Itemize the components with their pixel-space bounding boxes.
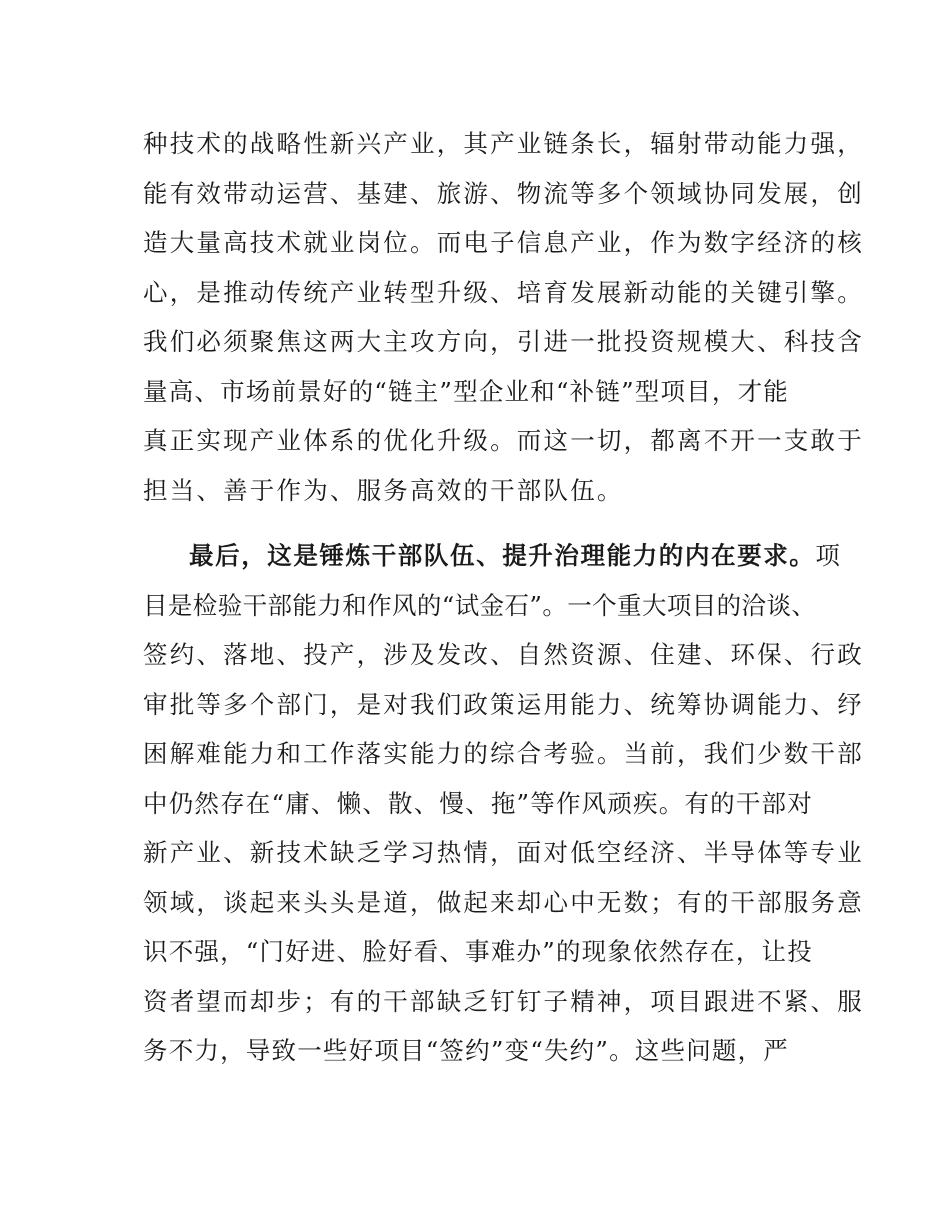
paragraph-line: 真正实现产业体系的优化升级。而这一切，都离不开一支敢于 <box>143 426 864 455</box>
paragraph-line: 目是检验干部能力和作风的“试金石”。一个重大项目的洽谈、 <box>143 591 817 620</box>
paragraph-line: 审批等多个部门，是对我们政策运用能力、统筹协调能力、纾 <box>143 690 864 719</box>
paragraph-line: 困解难能力和工作落实能力的综合考验。当前，我们少数干部 <box>143 739 864 768</box>
paragraph-line: 领域，谈起来头头是道，做起来却心中无数；有的干部服务意 <box>143 888 864 917</box>
paragraph-line: 签约、落地、投产，涉及发改、自然资源、住建、环保、行政 <box>143 640 864 669</box>
paragraph-line: 我们必须聚焦这两大主攻方向，引进一批投资规模大、科技含 <box>143 327 864 356</box>
paragraph-line: 能有效带动运营、基建、旅游、物流等多个领域协同发展，创 <box>143 179 864 208</box>
paragraph-line: 造大量高技术就业岗位。而电子信息产业，作为数字经济的核 <box>143 228 864 257</box>
paragraph-line-rest: 项 <box>815 541 841 570</box>
section-heading: 最后，这是锤炼干部队伍、提升治理能力的内在要求。 <box>189 541 816 570</box>
paragraph-line: 识不强，“门好进、脸好看、事难办”的现象依然存在，让投 <box>143 937 813 966</box>
paragraph-line: 担当、善于作为、服务高效的干部队伍。 <box>143 476 624 505</box>
paragraph-line: 量高、市场前景好的“链主”型企业和“补链”型项目，才能 <box>143 377 789 406</box>
paragraph-line: 新产业、新技术缺乏学习热情，面对低空经济、半导体等专业 <box>143 838 864 867</box>
paragraph-line: 种技术的战略性新兴产业，其产业链条长，辐射带动能力强， <box>143 129 864 158</box>
paragraph-line: 务不力，导致一些好项目“签约”变“失约”。这些问题，严 <box>143 1036 789 1065</box>
paragraph-line: 心，是推动传统产业转型升级、培育发展新动能的关键引擎。 <box>143 278 864 307</box>
paragraph-first-line <box>189 536 839 576</box>
paragraph-line: 资者望而却步；有的干部缺乏钉钉子精神，项目跟进不紧、服 <box>143 987 864 1016</box>
paragraph-line: 中仍然存在“庸、懒、散、慢、拖”等作风顽疾。有的干部对 <box>143 789 813 818</box>
